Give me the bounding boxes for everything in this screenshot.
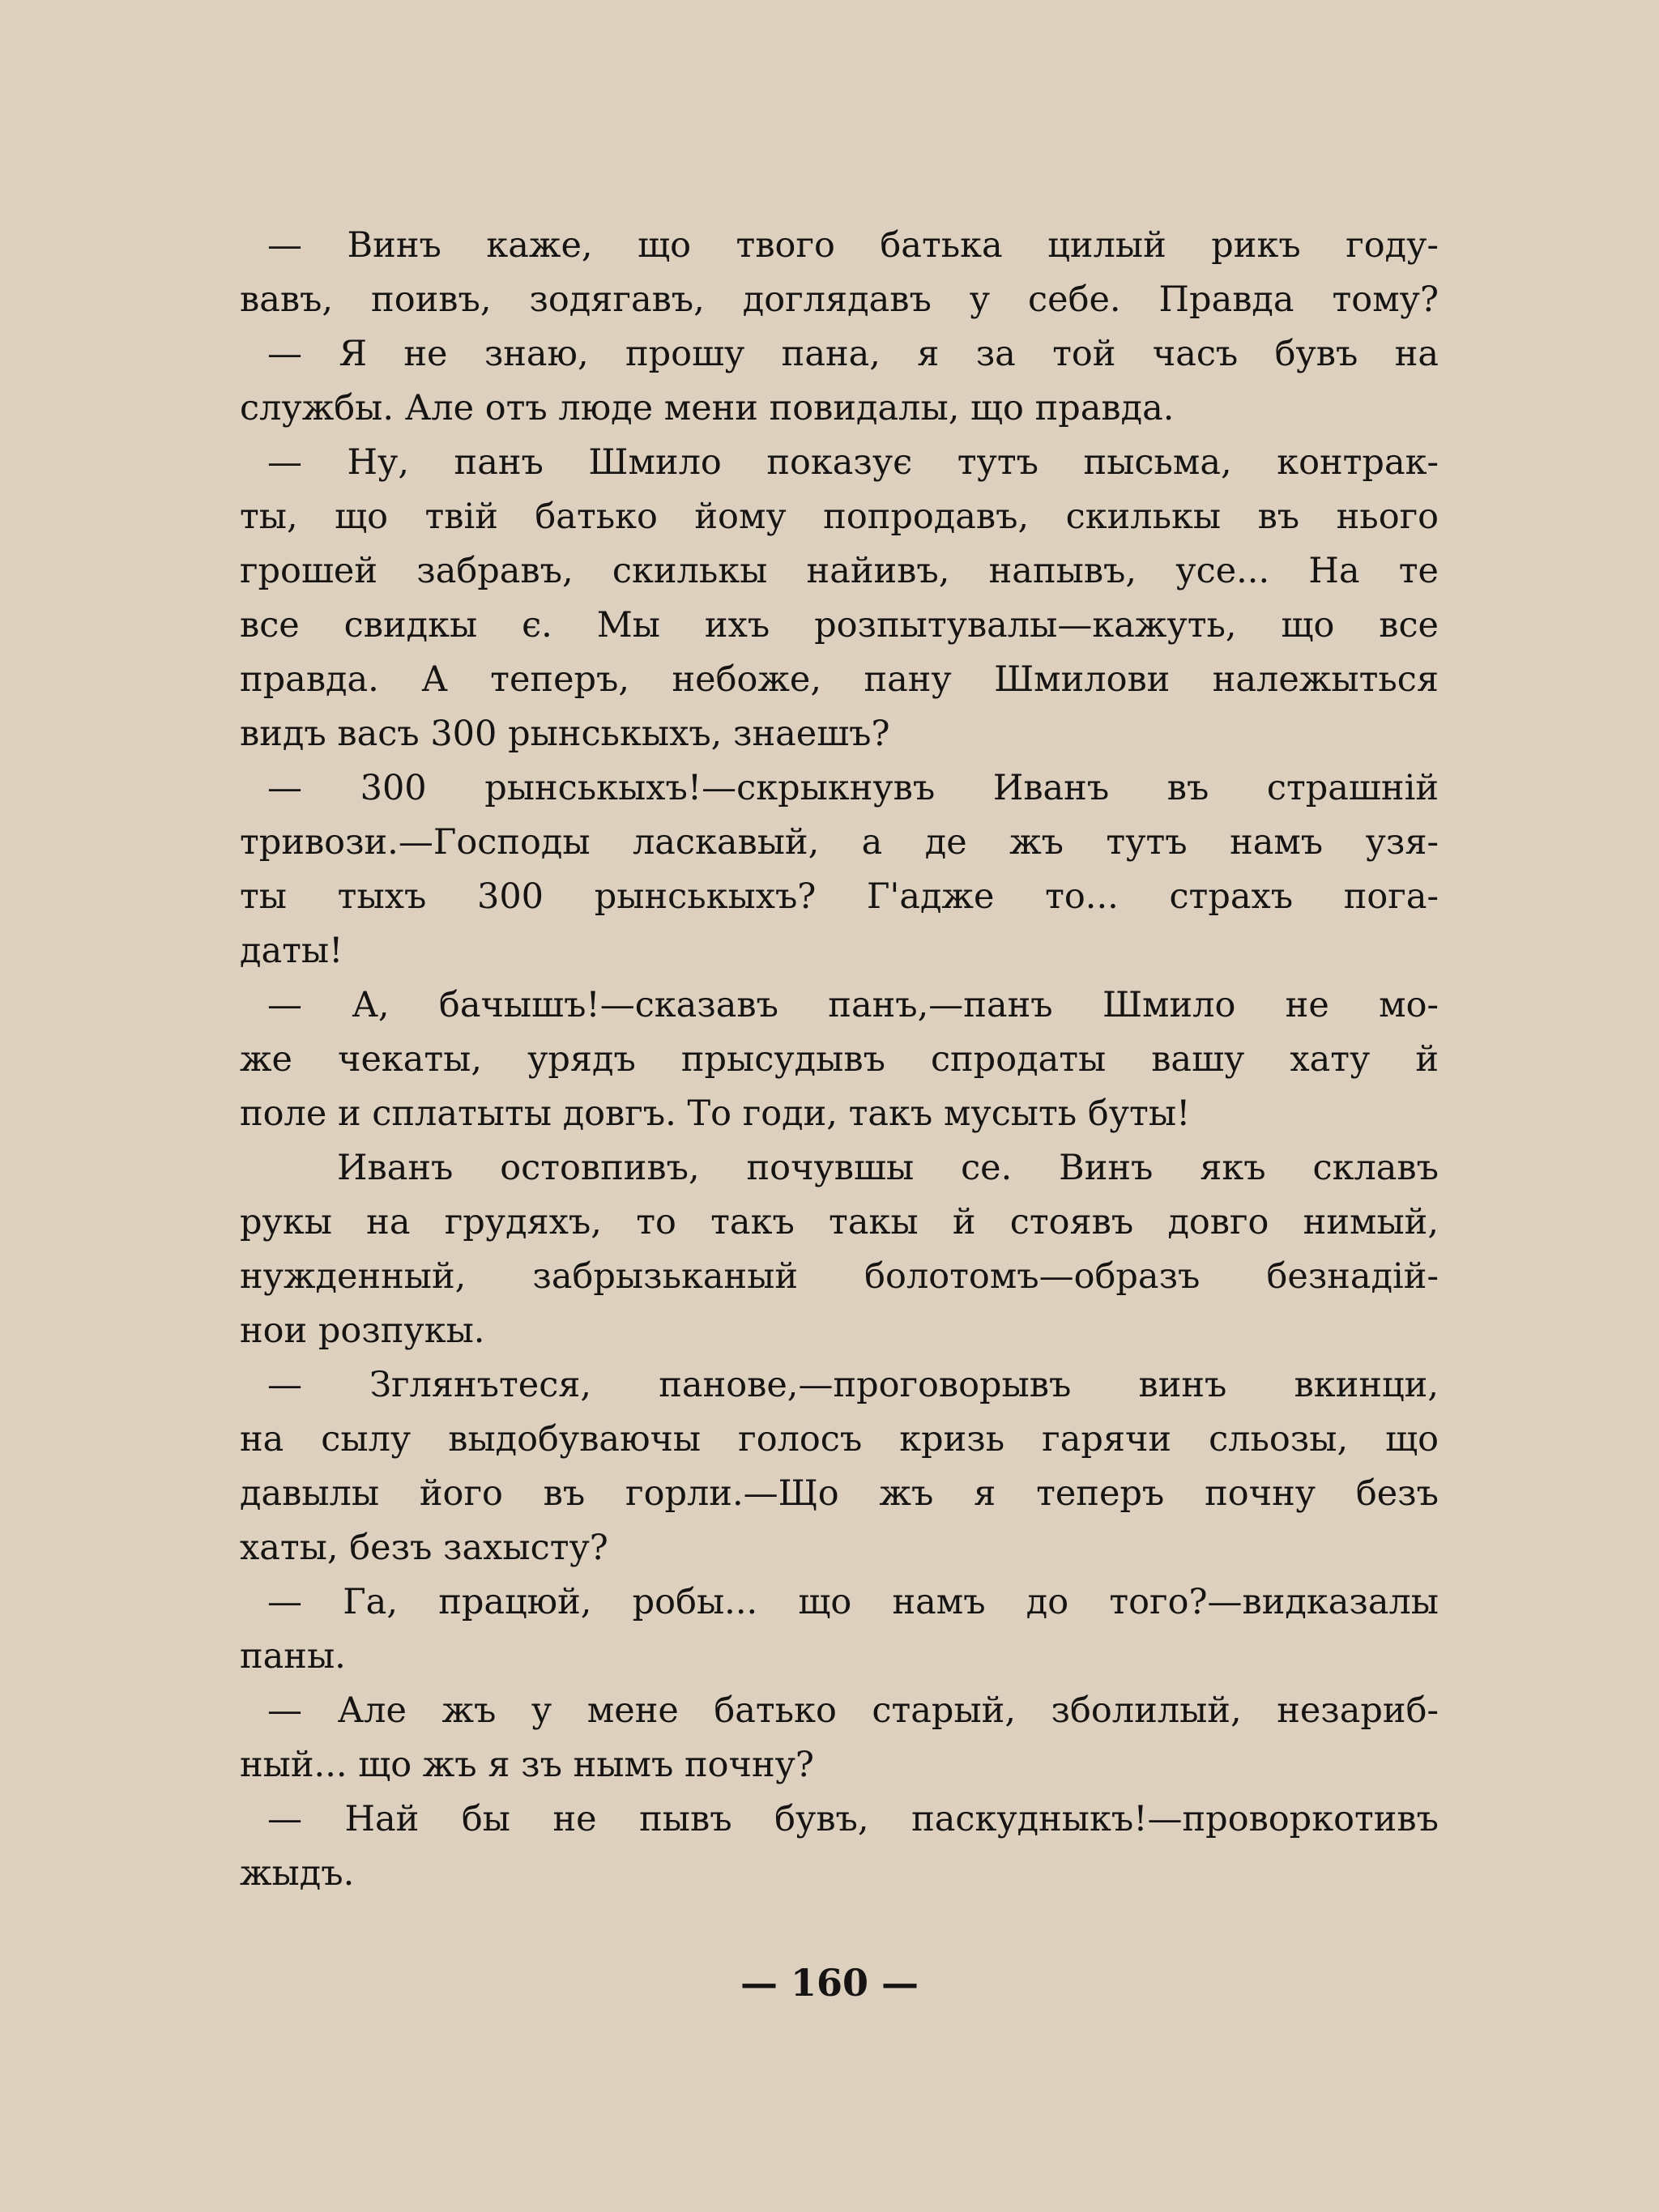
text-line: — А, бачышъ!—сказавъ панъ,—панъ Шмило не мо- [267,985,1439,1025]
text-line: службы. Але отъ люде мени повидалы, що правда. [240,388,1175,428]
text-line: Иванъ остовпивъ, почувшы се. Винъ якъ склавъ [337,1148,1439,1188]
text-line: даты! [240,931,343,971]
text-line: нои розпукы. [240,1311,485,1351]
body-text [240,219,1439,1901]
text-line: — Зглянътеся, панове,—проговорывъ винъ вкинци, [267,1365,1439,1405]
text-line: на сылу выдобуваючы голосъ кризь гарячи сльозы, що [240,1419,1439,1460]
text-line: — Най бы не пывъ бувъ, паскудныкъ!—проворкотивъ [267,1799,1439,1839]
text-line: — Я не знаю, прошу пана, я за той часъ бувъ на [267,334,1439,374]
text-line: нужденный, забрызьканый болотомъ—образъ безнадій- [240,1256,1439,1297]
text-line: вавъ, поивъ, зодягавъ, доглядавъ у себе. Правда тому? [240,279,1439,320]
text-line: — 300 рынськыхъ!—скрыкнувъ Иванъ въ страшній [267,768,1439,808]
page-number: — 160 — [740,1961,919,2005]
text-line: грошей забравъ, скилькы найивъ, напывъ, усе... На те [240,551,1439,591]
text-line: ты тыхъ 300 рынськыхъ? Г'адже то... страхъ пога- [240,876,1439,917]
text-line: поле и сплатыты довгъ. То годи, такъ мусыть буты! [240,1093,1191,1134]
text-line: видъ васъ 300 рынськыхъ, знаешъ? [240,714,890,754]
text-line: все свидкы є. Мы ихъ розпытувалы—кажуть, що все [240,605,1439,646]
text-line: хаты, безъ захысту? [240,1528,608,1568]
text-line: ты, що твій батько йому попродавъ, скилькы въ нього [240,497,1439,537]
text-line: — Ну, панъ Шмило показує тутъ пысьма, контрак- [267,442,1439,483]
text-line: давылы його въ горли.—Що жъ я теперъ почну безъ [240,1473,1439,1514]
text-line: — Але жъ у мене батько старый, зболилый, незариб- [267,1690,1439,1731]
text-line: ный... що жъ я зъ нымъ почну? [240,1745,814,1785]
text-line: же чекаты, урядъ прысудывъ спродаты вашу хату й [240,1039,1439,1080]
text-line: рукы на грудяхъ, то такъ такы й стоявъ довго нимый, [240,1202,1439,1242]
text-line: — Га, працюй, робы... що намъ до того?—видказалы [267,1582,1439,1622]
text-line: правда. А теперъ, небоже, пану Шмилови належыться [240,659,1439,700]
text-line: паны. [240,1636,346,1677]
text-line: жыдъ. [240,1853,355,1894]
text-line: — Винъ каже, що твого батька цилый рикъ году- [267,225,1439,266]
text-line: тривози.—Господы ласкавый, а де жъ тутъ намъ узя- [240,822,1439,863]
